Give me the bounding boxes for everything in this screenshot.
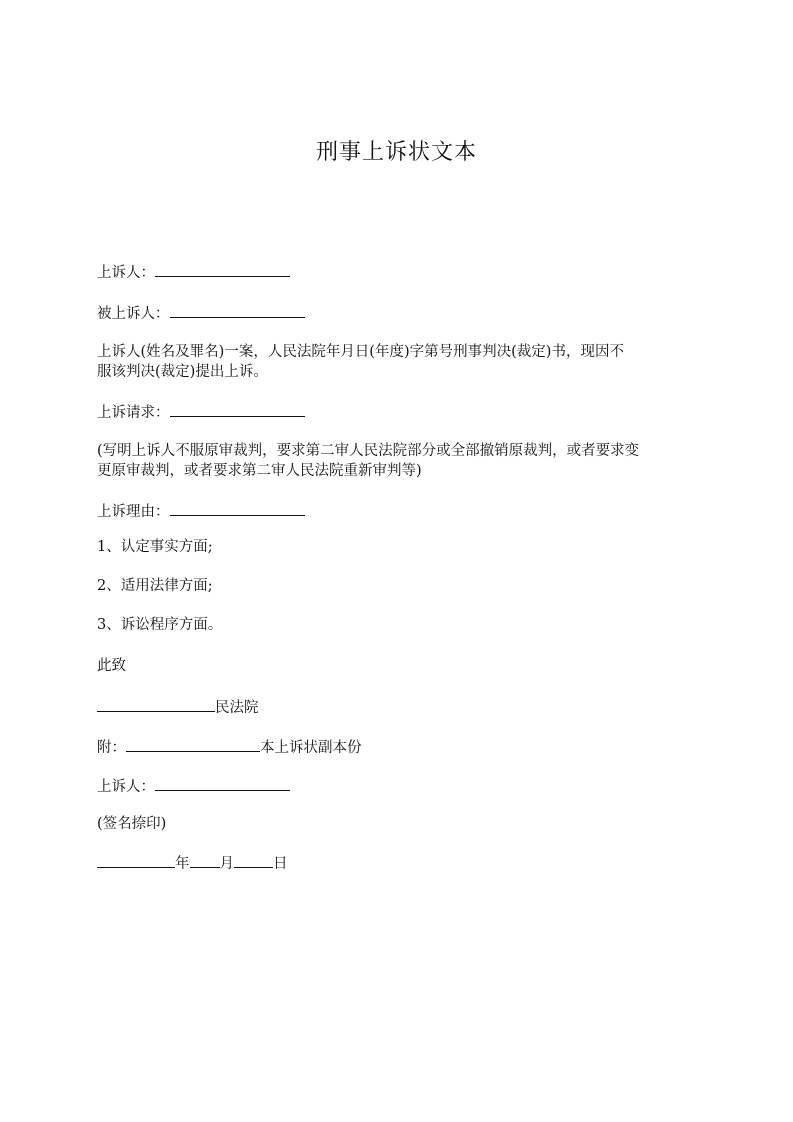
reason-item: 3、诉讼程序方面。 bbox=[97, 617, 223, 633]
request-blank[interactable] bbox=[170, 401, 305, 417]
request-note-line-2: 更原审裁判，或者要求第二审人民法院重新审判等) bbox=[97, 463, 422, 479]
attachment-label: 附： bbox=[97, 740, 126, 756]
court-suffix: 民法院 bbox=[215, 700, 259, 716]
signer-blank[interactable] bbox=[155, 775, 290, 791]
intro-line-2: 服该判决(裁定)提出上诉。 bbox=[97, 364, 268, 380]
appellee-label: 被上诉人： bbox=[97, 306, 170, 322]
request-line bbox=[97, 401, 305, 423]
year-blank[interactable] bbox=[97, 852, 175, 868]
appellant-line bbox=[97, 261, 290, 283]
document-title: 刑事上诉状文本 bbox=[315, 140, 477, 165]
court-line bbox=[97, 696, 259, 718]
day-blank[interactable] bbox=[234, 852, 273, 868]
attachment-blank[interactable] bbox=[126, 736, 260, 752]
reason-blank[interactable] bbox=[170, 500, 305, 516]
date-year-label: 年 bbox=[175, 856, 190, 872]
appellee-blank[interactable] bbox=[170, 302, 305, 318]
intro-line-1: 上诉人(姓名及罪名)一案，人民法院年月日(年度)字第号刑事判决(裁定)书，现因不 bbox=[97, 344, 624, 360]
request-label: 上诉请求： bbox=[97, 405, 170, 421]
attachment-suffix: 本上诉状副本份 bbox=[260, 740, 362, 756]
attachment-line bbox=[97, 736, 362, 758]
signer-line bbox=[97, 775, 290, 797]
date-day-label: 日 bbox=[273, 856, 288, 872]
reason-item: 2、适用法律方面; bbox=[97, 578, 213, 594]
month-blank[interactable] bbox=[190, 852, 220, 868]
date-line bbox=[97, 852, 288, 874]
signer-label: 上诉人： bbox=[97, 779, 155, 795]
reason-label: 上诉理由： bbox=[97, 504, 170, 520]
request-note-line-1: (写明上诉人不服原审裁判，要求第二审人民法院部分或全部撤销原裁判，或者要求变 bbox=[97, 443, 640, 459]
appellant-label: 上诉人： bbox=[97, 265, 155, 281]
court-blank[interactable] bbox=[97, 696, 215, 712]
appellee-line bbox=[97, 302, 305, 324]
closing-text: 此致 bbox=[97, 658, 126, 674]
appellant-blank[interactable] bbox=[155, 261, 290, 277]
reason-item: 1、认定事实方面; bbox=[97, 539, 213, 555]
sign-note: (签名捺印) bbox=[97, 816, 167, 832]
date-month-label: 月 bbox=[219, 856, 234, 872]
reason-line bbox=[97, 500, 305, 522]
